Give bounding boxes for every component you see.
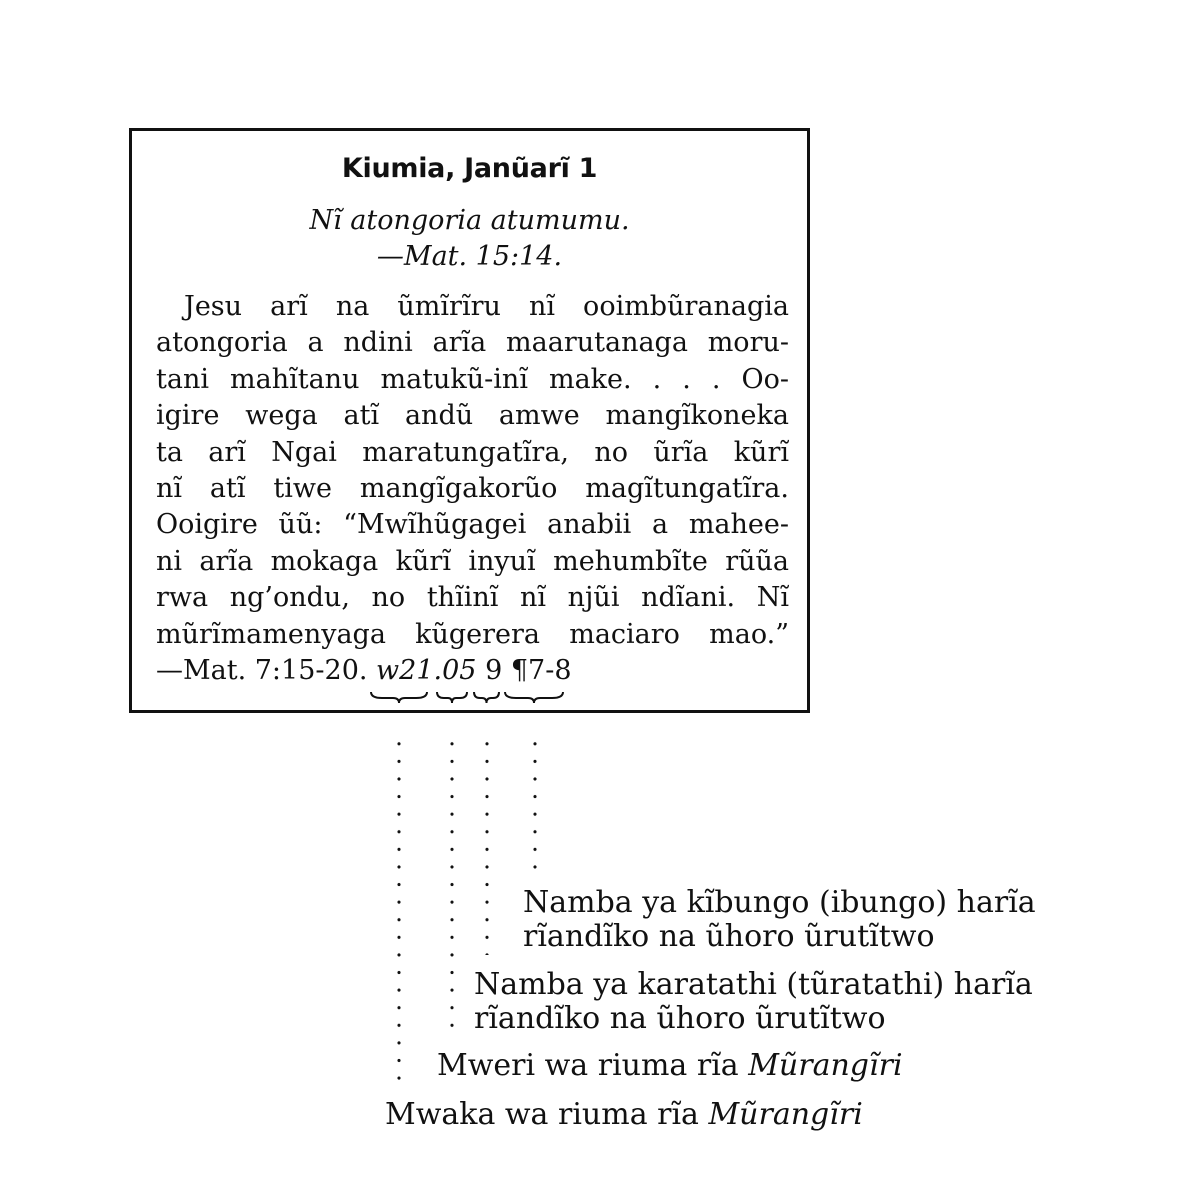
daily-text-card xyxy=(129,128,810,713)
year-dotted-leader xyxy=(396,735,402,1087)
magazine-name: Mũrangĩri xyxy=(748,1048,903,1083)
month-brace-icon xyxy=(436,690,468,704)
commentary-line: Ooigire ũũ: “Mwĩhũgagei anabii a mahee- xyxy=(156,509,789,541)
issue-year-label: Mwaka wa riuma rĩa Mũrangĩri xyxy=(385,1097,863,1132)
citation-line xyxy=(156,653,789,689)
year-brace-icon xyxy=(370,690,428,704)
commentary-line: mũrĩmamenyaga kũgerera maciaro mao.” xyxy=(156,618,789,650)
commentary-line: igire wega atĩ andũ amwe mangĩkoneka xyxy=(156,400,789,432)
paragraph-brace-icon xyxy=(504,690,564,704)
paragraph-number-label: Namba ya kĩbungo (ibungo) harĩa rĩandĩko na ũhoro ũrutĩtwo xyxy=(523,885,1036,954)
commentary-line: tani mahĩtanu matukũ-inĩ make. . . . Oo- xyxy=(156,363,789,395)
theme-scripture-reference: —Mat. 15:14. xyxy=(376,241,563,272)
commentary-line: rwa ng’ondu, no thĩinĩ nĩ njũi ndĩani. Nĩ xyxy=(156,582,789,614)
citation-publication-month: .05 xyxy=(433,655,477,687)
commentary-line: Jesu arĩ na ũmĩrĩru nĩ ooimbũranagia xyxy=(184,291,789,322)
citation-publication-year: w21 xyxy=(376,655,434,687)
commentary-paragraph xyxy=(156,289,789,689)
commentary-line: atongoria a ndini arĩa maarutanaga moru- xyxy=(156,327,789,359)
citation-page: 9 xyxy=(485,655,503,687)
month-dotted-leader xyxy=(449,735,455,1035)
citation-paragraph: ¶7-8 xyxy=(510,655,572,687)
commentary-line: nĩ atĩ tiwe mangĩgakorũo magĩtungatĩra. xyxy=(156,473,789,505)
page-brace-icon xyxy=(473,690,500,704)
commentary-line: ta arĩ Ngai maratungatĩra, no ũrĩa kũrĩ xyxy=(156,436,789,468)
citation-scripture: —Mat. 7:15-20. xyxy=(156,655,368,687)
commentary-line: ni arĩa mokaga kũrĩ inyuĩ mehumbĩte rũũa xyxy=(156,545,789,577)
magazine-name: Mũrangĩri xyxy=(708,1097,863,1132)
theme-scripture xyxy=(132,203,807,275)
page-number-label: Namba ya karatathi (tũratathi) harĩa rĩandĩko na ũhoro ũrutĩtwo xyxy=(474,967,1033,1036)
page-dotted-leader xyxy=(484,735,490,955)
theme-scripture-text: Nĩ atongoria atumumu. xyxy=(309,205,630,236)
date-heading: Kiumia, Janũarĩ 1 xyxy=(341,153,598,184)
issue-month-label: Mweri wa riuma rĩa Mũrangĩri xyxy=(437,1048,903,1083)
paragraph-dotted-leader xyxy=(532,735,538,875)
